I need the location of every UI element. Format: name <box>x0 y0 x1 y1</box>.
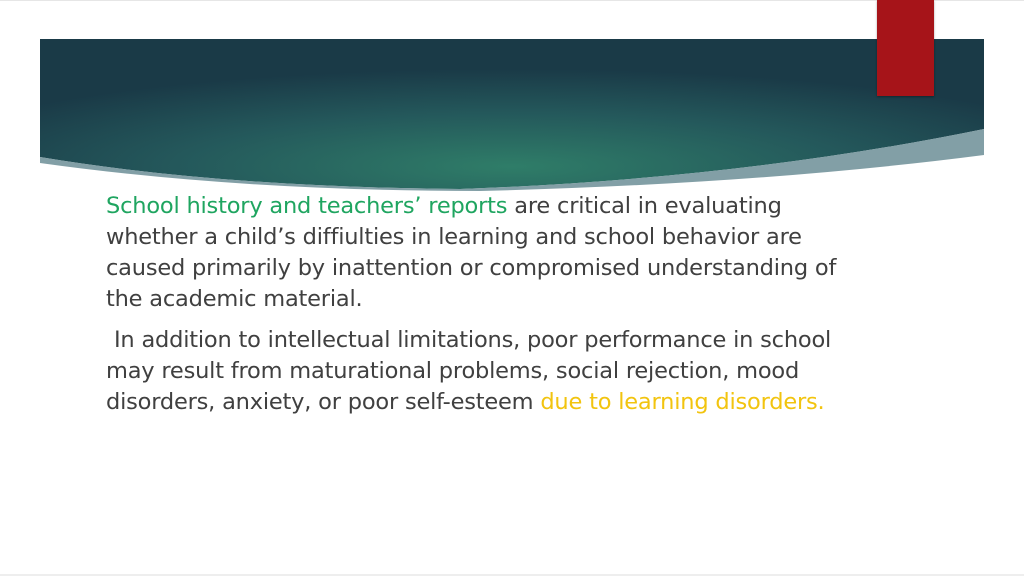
accent-bar <box>877 0 934 96</box>
paragraph-1-text: are critical in evaluating whether a child’s diffiulties in learning and school behavior are caused primarily by inattention or compromised understanding of the academic material. <box>106 193 837 312</box>
paragraph-1-highlight: School history and teachers’ reports <box>106 193 508 219</box>
paragraph-1 <box>106 191 846 315</box>
paragraph-2-text: In addition to intellectual limitations, poor performance in school may result from maturational problems, social rejection, mood disorders, anxiety, or poor self-esteem <box>106 327 832 415</box>
body-text <box>106 191 846 418</box>
header-banner <box>40 39 984 199</box>
paragraph-2-highlight: due to learning disorders. <box>540 389 825 415</box>
top-divider <box>0 0 1024 1</box>
paragraph-2 <box>106 325 846 418</box>
